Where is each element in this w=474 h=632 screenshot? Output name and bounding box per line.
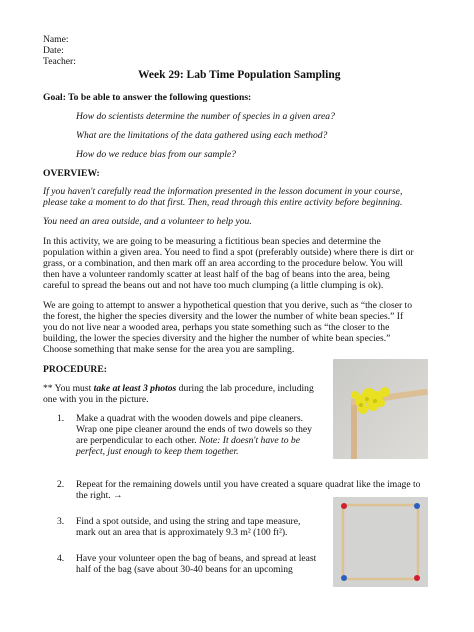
overview-heading: OVERVIEW: bbox=[43, 168, 100, 179]
step-line: the right. → bbox=[76, 490, 123, 501]
paragraph-line: building, the lower the species diversity and the higher the number of white bean species.” bbox=[43, 333, 391, 344]
step-note-line: perfect, just enough to keep them together. bbox=[76, 446, 239, 457]
goal-heading: Goal: To be able to answer the following questions: bbox=[43, 92, 252, 103]
pipe-cleaner-joint-image bbox=[333, 359, 428, 459]
step-line: mark out an area that is approximately 9.3 m² (100 ft²). bbox=[76, 527, 288, 538]
goal-question: How do we reduce bias from our sample? bbox=[76, 149, 236, 160]
date-label: Date: bbox=[43, 45, 64, 56]
name-label: Name: bbox=[43, 34, 69, 45]
step-number: 4. bbox=[57, 553, 65, 564]
photos-emphasis: take at least 3 photos bbox=[93, 383, 177, 394]
paragraph-line: careful to spread the beans out and not have too much clumping (a little clumping is ok). bbox=[43, 280, 384, 291]
step-text: are perpendicular to each other. bbox=[76, 435, 200, 446]
paragraph-line: population within a given area. You need to find a spot (preferably outside) where there is dirt or bbox=[43, 247, 414, 258]
step-line: Repeat for the remaining dowels until you have created a square quadrat like the image to bbox=[76, 479, 421, 490]
step-line: Have your volunteer open the bag of beans, and spread at least bbox=[76, 553, 317, 564]
step-line: half of the bag (save about 30-40 beans for an upcoming bbox=[76, 564, 293, 575]
volunteer-line: You need an area outside, and a volunteer to help you. bbox=[43, 216, 252, 227]
photos-instruction-line2: one with you in the picture. bbox=[43, 394, 149, 405]
paragraph-line: you do not live near a wooded area, perhaps you state something such as “the closer to the bbox=[43, 322, 390, 333]
procedure-heading: PROCEDURE: bbox=[43, 364, 107, 375]
step-line: Find a spot outside, and using the string and tape measure, bbox=[76, 516, 301, 527]
goal-question: What are the limitations of the data gathered using each method? bbox=[76, 130, 328, 141]
overview-italic-line: please take a moment to do that first. Then, read through this entire activity before beginning. bbox=[43, 197, 403, 208]
square-quadrat-image bbox=[333, 497, 428, 587]
step-number: 1. bbox=[57, 413, 65, 424]
page-title: Week 29: Lab Time Population Sampling bbox=[138, 69, 341, 81]
photos-prefix: ** You must bbox=[43, 383, 94, 394]
photos-suffix: during the lab procedure, including bbox=[176, 383, 314, 394]
paragraph-line: the forest, the higher the species diversity and the lower the number of white bean species.” If bbox=[43, 311, 404, 322]
teacher-label: Teacher: bbox=[43, 56, 76, 67]
goal-question: How do scientists determine the number of species in a given area? bbox=[76, 111, 335, 122]
step-number: 2. bbox=[57, 479, 65, 490]
paragraph-line: grass, or a combination, and then mark off an area according to the procedure below. You will bbox=[43, 258, 403, 269]
paragraph-line: In this activity, we are going to be measuring a fictitious bean species and determine the bbox=[43, 236, 381, 247]
paragraph-line: We are going to attempt to answer a hypothetical question that you derive, such as “the closer to bbox=[43, 300, 413, 311]
step-line: Make a quadrat with the wooden dowels and pipe cleaners. bbox=[76, 413, 303, 424]
step-note: Note: It doesn't have to be bbox=[199, 435, 300, 446]
square-quadrat-photo bbox=[333, 497, 428, 587]
paragraph-line: then have a volunteer randomly scatter at least half of the bag of beans into the area, being bbox=[43, 269, 390, 280]
overview-italic-line: If you haven't carefully read the information presented in the lesson document in your course, bbox=[43, 186, 403, 197]
paragraph-line: Choose something that make sense for the area you are sampling. bbox=[43, 344, 295, 355]
step-number: 3. bbox=[57, 516, 65, 527]
step-line: Wrap one pipe cleaner around the ends of two dowels so they bbox=[76, 424, 312, 435]
pipe-cleaner-joint-photo bbox=[333, 359, 428, 459]
